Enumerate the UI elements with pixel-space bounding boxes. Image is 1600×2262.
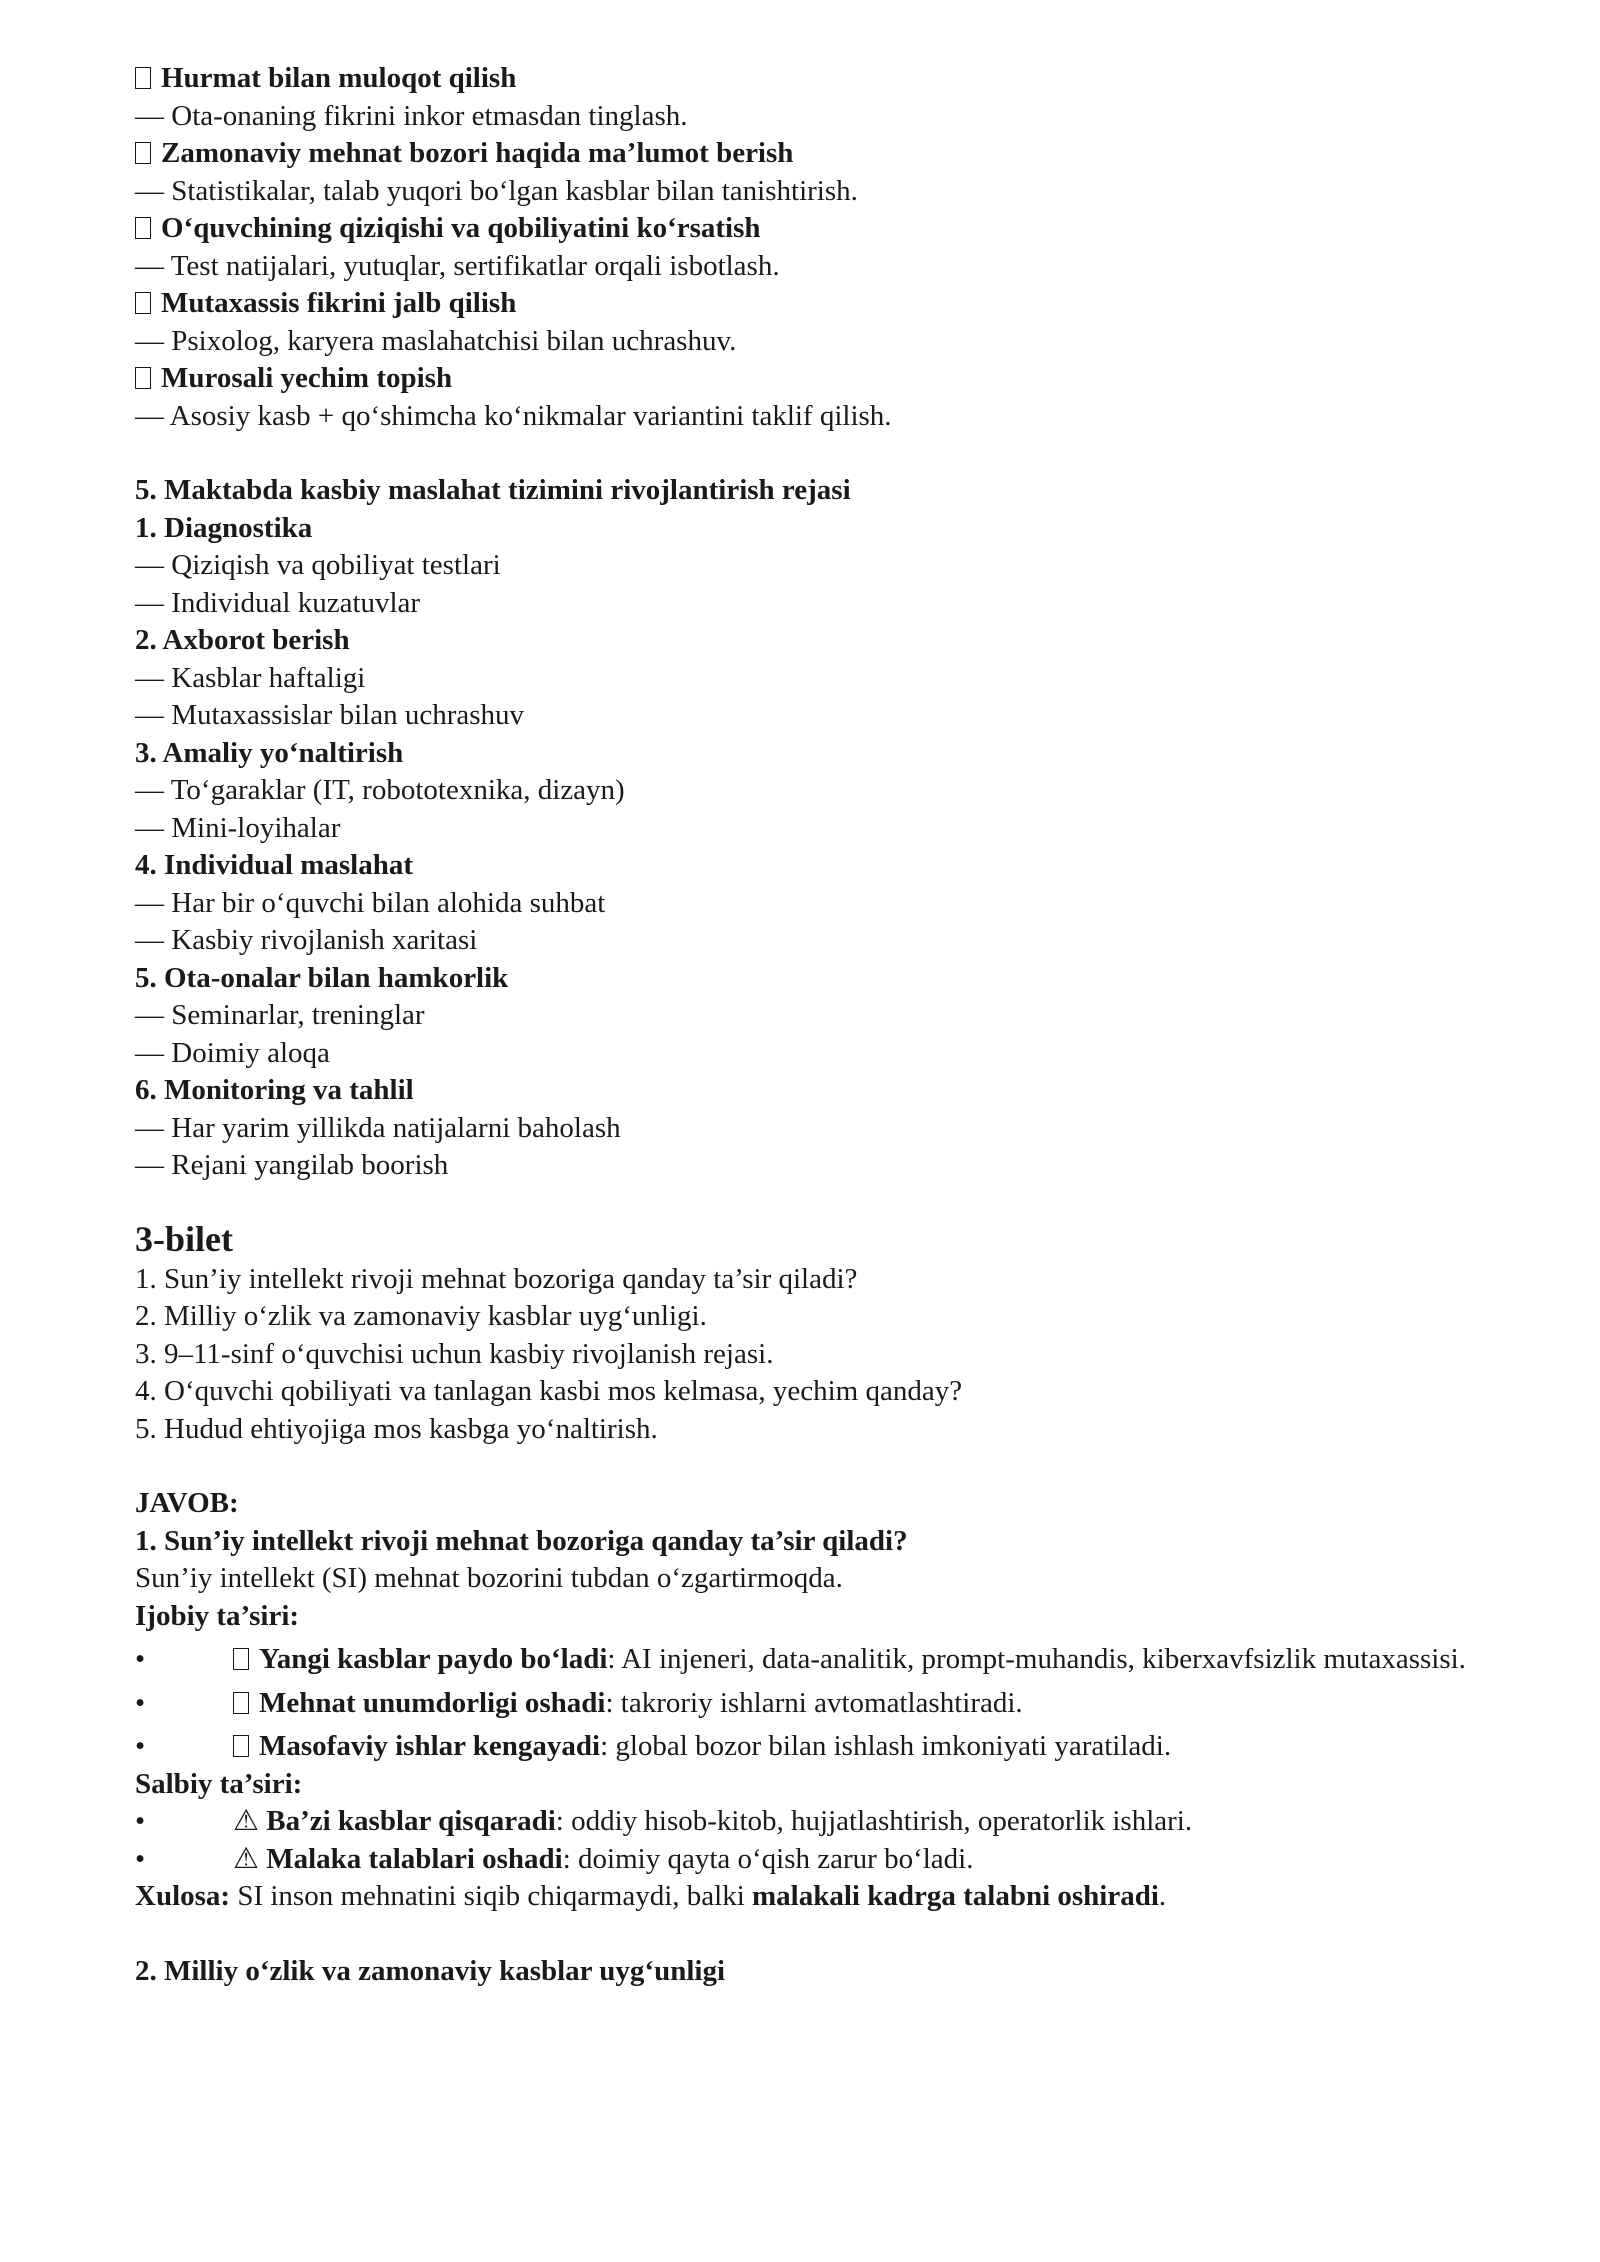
answer-label: JAVOB: xyxy=(135,1487,239,1519)
plan-step-item: — Kasblar haftaligi xyxy=(135,661,366,694)
spacer xyxy=(135,1448,1475,1485)
ticket-question: 2. Milliy o‘zlik va zamonaviy kasblar uyg‘unligi. xyxy=(135,1300,707,1332)
bullet-dot: • xyxy=(135,1805,146,1837)
missing-glyph-icon xyxy=(233,1692,249,1714)
bullet-dot: • xyxy=(135,1842,146,1875)
missing-glyph-icon xyxy=(135,292,151,314)
tip-detail: — Ota-onaning fikrini inkor etmasdan tinglash. xyxy=(135,99,688,132)
plan-step-item: — Mutaxassislar bilan uchrashuv xyxy=(135,699,525,731)
bullet-text: : doimiy qayta o‘qish zarur bo‘ladi. xyxy=(562,1842,974,1875)
ticket-question: 5. Hudud ehtiyojiga mos kasbga yo‘naltirish. xyxy=(135,1412,658,1445)
bullet-dot: • xyxy=(135,1686,146,1719)
tip-item xyxy=(135,60,1475,98)
tip-title: Murosali yechim topish xyxy=(161,362,453,394)
missing-glyph-icon xyxy=(233,1735,249,1757)
conclusion-text: SI inson mehnatini siqib chiqarmaydi, balki xyxy=(230,1880,753,1912)
tip-item xyxy=(135,360,1475,398)
plan-section xyxy=(135,472,1475,1185)
spacer xyxy=(135,1916,1475,1953)
ticket-question: 3. 9–11-sinf o‘quvchisi uchun kasbiy rivojlanish rejasi. xyxy=(135,1337,774,1370)
plan-step-item: — Kasbiy rivojlanish xaritasi xyxy=(135,924,478,956)
plan-step-item: — To‘garaklar (IT, robototexnika, dizayn) xyxy=(135,774,625,806)
warning-icon: ⚠ xyxy=(233,1842,259,1875)
tip-title: O‘quvchining qiziqishi va qobiliyatini ko‘rsatish xyxy=(161,212,761,244)
tip-item xyxy=(135,285,1475,323)
plan-step-title: 2. Axborot berish xyxy=(135,624,350,656)
spacer xyxy=(135,435,1475,472)
conclusion-label: Xulosa: xyxy=(135,1880,231,1912)
conclusion-end: . xyxy=(1158,1880,1167,1912)
missing-glyph-icon xyxy=(135,217,151,239)
plan-step-title: 6. Monitoring va tahlil xyxy=(135,1074,414,1106)
ticket-section xyxy=(135,1217,1475,1449)
bullet-bold: Malaka talablari oshadi xyxy=(266,1842,563,1875)
answer-q1-heading: 1. Sun’iy intellekt rivoji mehnat bozoriga qanday ta’sir qiladi? xyxy=(135,1524,908,1557)
conclusion xyxy=(135,1878,1475,1916)
bullet-text: : takroriy ishlarni avtomatlashtiradi. xyxy=(605,1686,1023,1719)
bullet-bold: Masofaviy ishlar kengayadi xyxy=(259,1730,601,1762)
missing-glyph-icon xyxy=(135,67,151,89)
positive-label: Ijobiy ta’siri: xyxy=(135,1599,300,1632)
negative-bullet xyxy=(135,1803,1475,1841)
missing-glyph-icon xyxy=(135,367,151,389)
plan-step-item: — Individual kuzatuvlar xyxy=(135,586,421,619)
document-page xyxy=(135,60,1475,1990)
plan-step-item: — Har yarim yillikda natijalarni baholash xyxy=(135,1111,621,1144)
ticket-title: 3-bilet xyxy=(135,1218,233,1259)
tip-detail: — Asosiy kasb + qo‘shimcha ko‘nikmalar variantini taklif qilish. xyxy=(135,399,892,432)
ticket-question: 4. O‘quvchi qobiliyati va tanlagan kasbi mos kelmasa, yechim qanday? xyxy=(135,1375,963,1407)
tip-title: Mutaxassis fikrini jalb qilish xyxy=(161,287,517,319)
tip-item xyxy=(135,135,1475,173)
negative-bullet xyxy=(135,1841,1475,1879)
positive-bullet xyxy=(135,1728,1475,1766)
bullet-bold: Yangi kasblar paydo bo‘ladi xyxy=(259,1643,608,1675)
ticket-question: 1. Sun’iy intellekt rivoji mehnat bozoriga qanday ta’sir qiladi? xyxy=(135,1262,858,1295)
plan-step-item: — Har bir o‘quvchi bilan alohida suhbat xyxy=(135,886,606,919)
plan-step-title: 5. Ota-onalar bilan hamkorlik xyxy=(135,961,509,994)
negative-label: Salbiy ta’siri: xyxy=(135,1767,303,1800)
plan-heading: 5. Maktabda kasbiy maslahat tizimini rivojlantirish rejasi xyxy=(135,474,851,506)
missing-glyph-icon xyxy=(233,1648,249,1670)
plan-step-item: — Rejani yangilab boorish xyxy=(135,1149,449,1181)
positive-bullet xyxy=(135,1641,1475,1679)
tip-detail: — Test natijalari, yutuqlar, sertifikatlar orqali isbotlash. xyxy=(135,249,780,282)
bullet-text: : oddiy hisob-kitob, hujjatlashtirish, operatorlik ishlari. xyxy=(555,1805,1193,1837)
plan-step-item: — Mini-loyihalar xyxy=(135,811,341,844)
spacer xyxy=(135,1185,1475,1213)
plan-step-item: — Doimiy aloqa xyxy=(135,1036,330,1069)
tip-item xyxy=(135,210,1475,248)
bullet-dot: • xyxy=(135,1643,146,1675)
positive-bullet xyxy=(135,1685,1475,1723)
plan-step-title: 3. Amaliy yo‘naltirish xyxy=(135,736,404,769)
plan-step-title: 1. Diagnostika xyxy=(135,511,313,544)
tip-title: Zamonaviy mehnat bozori haqida ma’lumot berish xyxy=(161,137,794,169)
missing-glyph-icon xyxy=(135,142,151,164)
plan-step-item: — Seminarlar, treninglar xyxy=(135,999,425,1031)
tips-list xyxy=(135,60,1475,435)
bullet-bold: Mehnat unumdorligi oshadi xyxy=(259,1686,606,1719)
bullet-text: : global bozor bilan ishlash imkoniyati yaratiladi. xyxy=(600,1730,1172,1762)
conclusion-bold: malakali kadrga talabni oshiradi xyxy=(752,1880,1159,1912)
warning-icon: ⚠ xyxy=(233,1805,259,1837)
plan-step-title: 4. Individual maslahat xyxy=(135,849,414,881)
bullet-dot: • xyxy=(135,1730,146,1762)
answer-section xyxy=(135,1485,1475,1990)
bullet-bold: Ba’zi kasblar qisqaradi xyxy=(266,1805,556,1837)
plan-step-item: — Qiziqish va qobiliyat testlari xyxy=(135,549,501,581)
bullet-text: : AI injeneri, data-analitik, prompt-muhandis, kiberxavfsizlik mutaxassisi. xyxy=(607,1643,1466,1675)
tip-detail: — Statistikalar, talab yuqori bo‘lgan kasblar bilan tanishtirish. xyxy=(135,174,858,207)
tip-detail: — Psixolog, karyera maslahatchisi bilan uchrashuv. xyxy=(135,324,737,357)
answer-q2-heading: 2. Milliy o‘zlik va zamonaviy kasblar uyg‘unligi xyxy=(135,1954,725,1987)
tip-title: Hurmat bilan muloqot qilish xyxy=(161,62,517,94)
answer-intro: Sun’iy intellekt (SI) mehnat bozorini tubdan o‘zgartirmoqda. xyxy=(135,1562,843,1594)
